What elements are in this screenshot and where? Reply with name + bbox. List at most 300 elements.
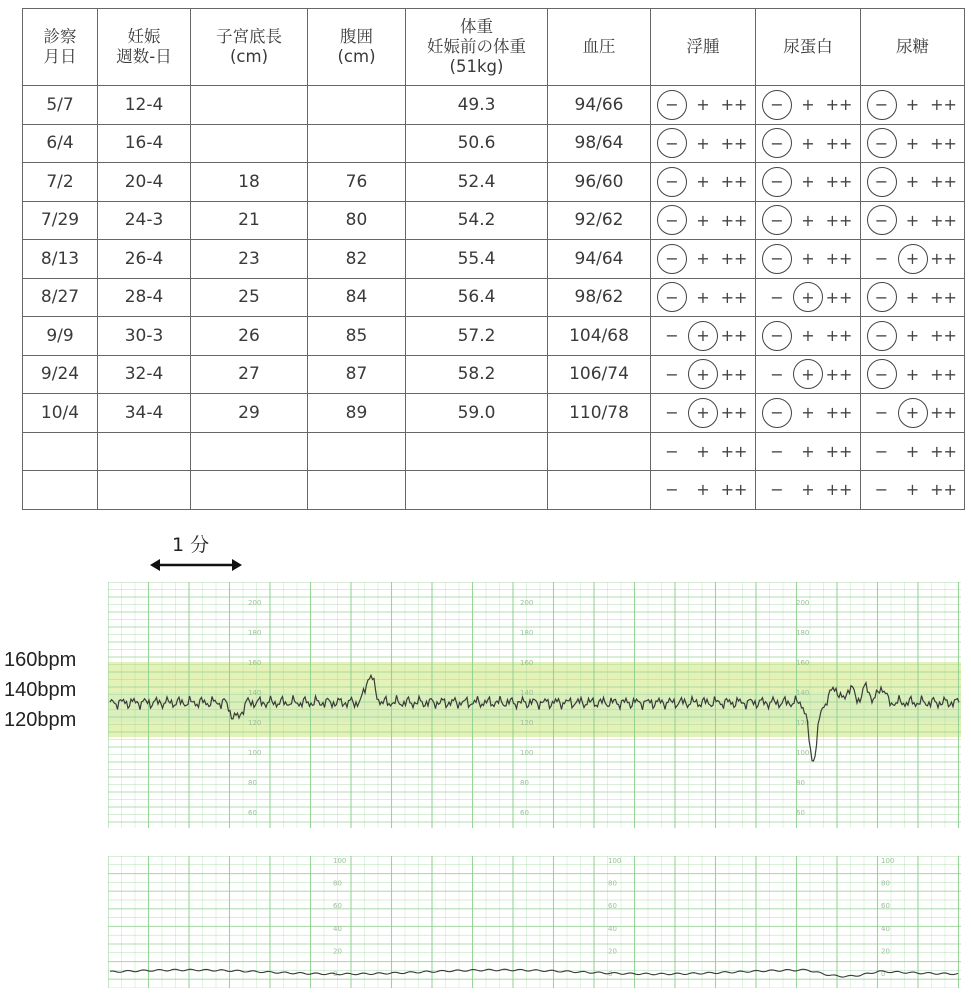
cell-protein: [756, 432, 861, 471]
cell-abdomen: 76: [308, 163, 406, 202]
circled-symbol: −: [657, 282, 687, 312]
circled-symbol: +: [793, 359, 823, 389]
rating-symbol: +: [905, 364, 920, 384]
table-row: [23, 240, 965, 279]
cell-bp: 94/64: [548, 240, 651, 279]
rating-symbol: +: [801, 133, 815, 153]
cell-date: [23, 471, 98, 510]
column-header: [308, 9, 406, 86]
axis-tick-label: 140: [796, 689, 810, 697]
cell-bp: 106/74: [548, 355, 651, 394]
column-header-line: (cm): [229, 47, 269, 66]
rating-symbol: +: [801, 326, 815, 346]
circled-symbol: −: [657, 167, 687, 197]
table-header-row: [23, 9, 965, 86]
rating-symbol: −: [665, 403, 679, 423]
circled-symbol: −: [762, 90, 792, 120]
rating-symbol: +: [696, 210, 710, 230]
column-header-line: 体重: [460, 17, 493, 36]
column-header-line: 浮腫: [686, 37, 720, 56]
sugar-rating: [867, 359, 959, 389]
axis-tick-label: 60: [333, 902, 342, 911]
cell-bp: 110/78: [548, 394, 651, 433]
rating-symbol: +: [801, 441, 815, 461]
rating-symbol: ++: [720, 133, 748, 153]
protein-rating: [762, 398, 854, 428]
cell-abdomen: 80: [308, 201, 406, 240]
cell-bp: 92/62: [548, 201, 651, 240]
axis-tick-label: 100: [796, 749, 810, 757]
column-header-line: 尿糖: [896, 37, 929, 56]
rating-symbol: ++: [930, 133, 957, 153]
cell-week: 28-4: [98, 278, 191, 317]
cell-fundus: 25: [191, 278, 308, 317]
axis-tick-label: 100: [248, 749, 262, 757]
axis-tick-label: 160: [248, 659, 262, 667]
column-header-line: 妊娠前の体重: [427, 37, 526, 56]
edema-rating: [657, 244, 749, 274]
protein-rating: [762, 436, 854, 466]
cell-weight: 58.2: [406, 355, 548, 394]
rating-symbol: ++: [720, 441, 748, 461]
rating-symbol: +: [905, 326, 920, 346]
sugar-rating: [867, 321, 959, 351]
sugar-rating: [867, 436, 959, 466]
circled-symbol: +: [793, 282, 823, 312]
axis-tick-label: 80: [248, 779, 257, 787]
cell-fundus: [191, 124, 308, 163]
cell-date: 10/4: [23, 394, 98, 433]
rating-symbol: −: [874, 403, 889, 423]
circled-symbol: −: [867, 321, 897, 351]
sugar-rating: [867, 244, 959, 274]
rating-symbol: −: [874, 249, 889, 269]
cell-abdomen: 87: [308, 355, 406, 394]
axis-tick-label: 20: [881, 947, 890, 956]
bpm-label-160: 160bpm: [4, 649, 77, 671]
axis-tick-label: 100: [608, 857, 622, 865]
circled-symbol: −: [867, 359, 897, 389]
rating-symbol: ++: [930, 95, 957, 115]
cell-bp: 104/68: [548, 317, 651, 356]
rating-symbol: ++: [930, 364, 957, 384]
rating-symbol: +: [696, 480, 710, 500]
rating-symbol: −: [874, 480, 889, 500]
uterine-contraction-chart: [108, 856, 961, 988]
rating-symbol: +: [801, 249, 815, 269]
rating-symbol: ++: [825, 210, 853, 230]
cell-edema: [651, 201, 756, 240]
table-row: [23, 394, 965, 433]
rating-symbol: ++: [720, 210, 748, 230]
axis-tick-label: 80: [608, 879, 617, 888]
cell-week: 34-4: [98, 394, 191, 433]
cell-date: [23, 432, 98, 471]
cell-abdomen: [308, 86, 406, 125]
rating-symbol: ++: [825, 95, 853, 115]
edema-rating: [657, 398, 749, 428]
axis-tick-label: 40: [608, 924, 617, 933]
cell-date: 8/13: [23, 240, 98, 279]
cell-abdomen: 89: [308, 394, 406, 433]
cell-edema: [651, 278, 756, 317]
column-header: [548, 9, 651, 86]
rating-symbol: −: [874, 441, 889, 461]
column-header: [98, 9, 191, 86]
axis-tick-label: 60: [881, 902, 890, 911]
cell-abdomen: [308, 432, 406, 471]
bpm-label-140: 140bpm: [4, 679, 77, 701]
cell-protein: [756, 86, 861, 125]
protein-rating: [762, 282, 854, 312]
axis-tick-label: 200: [796, 599, 810, 607]
cell-weight: 52.4: [406, 163, 548, 202]
cell-fundus: [191, 432, 308, 471]
cell-bp: [548, 432, 651, 471]
bpm-label-120: 120bpm: [4, 709, 77, 731]
axis-tick-label: 100: [333, 857, 347, 865]
column-header: [23, 9, 98, 86]
cell-fundus: 18: [191, 163, 308, 202]
circled-symbol: −: [867, 282, 897, 312]
circled-symbol: −: [657, 205, 687, 235]
rating-symbol: −: [665, 364, 679, 384]
cell-bp: 96/60: [548, 163, 651, 202]
rating-symbol: ++: [825, 326, 853, 346]
cell-sugar: [861, 86, 965, 125]
protein-rating: [762, 167, 854, 197]
axis-tick-label: 200: [520, 599, 534, 607]
column-header: [406, 9, 548, 86]
cell-fundus: 23: [191, 240, 308, 279]
cell-bp: 98/62: [548, 278, 651, 317]
cell-sugar: [861, 240, 965, 279]
cell-week: 30-3: [98, 317, 191, 356]
cell-abdomen: 84: [308, 278, 406, 317]
circled-symbol: +: [688, 359, 718, 389]
rating-symbol: ++: [930, 326, 957, 346]
cell-weight: 54.2: [406, 201, 548, 240]
axis-tick-label: 40: [881, 924, 890, 933]
cell-weight: 49.3: [406, 86, 548, 125]
rating-symbol: +: [696, 441, 710, 461]
rating-symbol: +: [905, 210, 920, 230]
edema-rating: [657, 167, 749, 197]
table-row: [23, 355, 965, 394]
axis-tick-label: 60: [796, 809, 805, 817]
cell-edema: [651, 355, 756, 394]
protein-rating: [762, 128, 854, 158]
rating-symbol: ++: [930, 172, 957, 192]
cell-sugar: [861, 317, 965, 356]
cell-abdomen: 85: [308, 317, 406, 356]
circled-symbol: −: [657, 90, 687, 120]
column-header: [861, 9, 965, 86]
cell-date: 9/9: [23, 317, 98, 356]
rating-symbol: ++: [720, 172, 748, 192]
edema-rating: [657, 205, 749, 235]
cell-protein: [756, 355, 861, 394]
rating-symbol: +: [905, 172, 920, 192]
sugar-rating: [867, 282, 959, 312]
rating-symbol: −: [770, 441, 784, 461]
cell-bp: [548, 471, 651, 510]
table-row: [23, 201, 965, 240]
axis-tick-label: 120: [248, 719, 262, 727]
rating-symbol: +: [696, 133, 710, 153]
rating-symbol: ++: [825, 133, 853, 153]
column-header-line: 腹囲: [340, 27, 373, 46]
axis-tick-label: 140: [248, 689, 262, 697]
cell-weight: 56.4: [406, 278, 548, 317]
cell-sugar: [861, 432, 965, 471]
axis-tick-label: 160: [520, 659, 534, 667]
cell-week: 26-4: [98, 240, 191, 279]
column-header: [651, 9, 756, 86]
rating-symbol: −: [770, 287, 784, 307]
circled-symbol: −: [762, 128, 792, 158]
rating-symbol: +: [905, 95, 920, 115]
axis-tick-label: 120: [796, 719, 810, 727]
rating-symbol: +: [801, 172, 815, 192]
rating-symbol: ++: [720, 364, 748, 384]
rating-symbol: ++: [825, 249, 853, 269]
rating-symbol: ++: [720, 249, 748, 269]
rating-symbol: +: [696, 249, 710, 269]
rating-symbol: −: [770, 480, 784, 500]
circled-symbol: −: [657, 244, 687, 274]
column-header-line: 子宮底長: [216, 27, 282, 46]
rating-symbol: ++: [930, 210, 957, 230]
sugar-rating: [867, 398, 959, 428]
column-header: [756, 9, 861, 86]
axis-tick-label: 0: [608, 970, 613, 978]
axis-tick-label: 200: [248, 599, 262, 607]
rating-symbol: +: [801, 210, 815, 230]
cell-week: 32-4: [98, 355, 191, 394]
cell-week: 20-4: [98, 163, 191, 202]
cell-date: 7/2: [23, 163, 98, 202]
circled-symbol: −: [867, 90, 897, 120]
rating-symbol: +: [905, 133, 920, 153]
table-row: [23, 471, 965, 510]
column-header-line: (51kg): [449, 57, 504, 76]
axis-tick-label: 0: [881, 970, 886, 978]
column-header-line: 診察: [43, 27, 77, 46]
circled-symbol: −: [762, 244, 792, 274]
sugar-rating: [867, 128, 959, 158]
cell-fundus: 21: [191, 201, 308, 240]
cell-abdomen: [308, 124, 406, 163]
cell-fundus: [191, 471, 308, 510]
cell-sugar: [861, 471, 965, 510]
cell-weight: 59.0: [406, 394, 548, 433]
cell-fundus: 27: [191, 355, 308, 394]
circled-symbol: −: [867, 128, 897, 158]
cell-edema: [651, 432, 756, 471]
table-row: [23, 317, 965, 356]
protein-rating: [762, 244, 854, 274]
circled-symbol: +: [898, 244, 928, 274]
protein-rating: [762, 321, 854, 351]
axis-tick-label: 80: [796, 779, 805, 787]
cell-protein: [756, 394, 861, 433]
rating-symbol: ++: [930, 249, 957, 269]
cell-sugar: [861, 124, 965, 163]
cell-edema: [651, 240, 756, 279]
rating-symbol: +: [696, 287, 710, 307]
axis-tick-label: 180: [520, 629, 534, 637]
cell-fundus: [191, 86, 308, 125]
rating-symbol: ++: [825, 441, 853, 461]
axis-tick-label: 40: [333, 924, 342, 933]
circled-symbol: −: [762, 205, 792, 235]
cell-date: 5/7: [23, 86, 98, 125]
cell-protein: [756, 278, 861, 317]
rating-symbol: ++: [720, 326, 748, 346]
axis-tick-label: 80: [881, 879, 890, 888]
cell-weight: 57.2: [406, 317, 548, 356]
cell-date: 9/24: [23, 355, 98, 394]
axis-tick-label: 80: [520, 779, 529, 787]
cell-edema: [651, 471, 756, 510]
sugar-rating: [867, 475, 959, 505]
cell-fundus: 29: [191, 394, 308, 433]
rating-symbol: ++: [825, 403, 853, 423]
circled-symbol: −: [867, 167, 897, 197]
cell-edema: [651, 317, 756, 356]
prenatal-record-table: [22, 8, 965, 510]
rating-symbol: −: [665, 326, 679, 346]
table-row: [23, 432, 965, 471]
cell-date: 6/4: [23, 124, 98, 163]
cell-date: 8/27: [23, 278, 98, 317]
protein-rating: [762, 205, 854, 235]
cell-weight: 55.4: [406, 240, 548, 279]
rating-symbol: −: [770, 364, 784, 384]
cell-date: 7/29: [23, 201, 98, 240]
rating-symbol: ++: [720, 403, 748, 423]
rating-symbol: ++: [825, 172, 853, 192]
edema-rating: [657, 359, 749, 389]
column-header-line: 妊娠: [127, 27, 161, 46]
circled-symbol: +: [688, 398, 718, 428]
axis-tick-label: 100: [520, 749, 534, 757]
cell-bp: 98/64: [548, 124, 651, 163]
cell-edema: [651, 163, 756, 202]
column-header-line: 血圧: [582, 37, 616, 56]
cell-protein: [756, 124, 861, 163]
cell-weight: [406, 471, 548, 510]
rating-symbol: ++: [720, 287, 748, 307]
fetal-heart-rate-chart: [108, 582, 961, 828]
edema-rating: [657, 436, 749, 466]
cell-sugar: [861, 201, 965, 240]
axis-tick-label: 60: [608, 902, 617, 911]
rating-symbol: −: [665, 441, 679, 461]
rating-symbol: ++: [720, 95, 748, 115]
rating-symbol: ++: [930, 480, 957, 500]
cell-sugar: [861, 394, 965, 433]
axis-tick-label: 180: [796, 629, 810, 637]
cell-week: 24-3: [98, 201, 191, 240]
column-header: [191, 9, 308, 86]
axis-tick-label: 180: [248, 629, 262, 637]
cell-week: [98, 471, 191, 510]
circled-symbol: +: [688, 321, 718, 351]
cell-protein: [756, 471, 861, 510]
rating-symbol: ++: [930, 287, 957, 307]
rating-symbol: ++: [825, 364, 853, 384]
cell-edema: [651, 86, 756, 125]
table-row: [23, 86, 965, 125]
axis-tick-label: 100: [881, 857, 895, 865]
edema-rating: [657, 128, 749, 158]
cell-fundus: 26: [191, 317, 308, 356]
cell-weight: 50.6: [406, 124, 548, 163]
protein-rating: [762, 90, 854, 120]
axis-tick-label: 20: [608, 947, 617, 956]
cell-abdomen: [308, 471, 406, 510]
cell-protein: [756, 240, 861, 279]
cell-weight: [406, 432, 548, 471]
column-header-line: 月日: [43, 47, 77, 66]
rating-symbol: ++: [825, 480, 853, 500]
rating-symbol: +: [696, 95, 710, 115]
cell-edema: [651, 124, 756, 163]
cell-abdomen: 82: [308, 240, 406, 279]
rating-symbol: +: [905, 441, 920, 461]
axis-tick-label: 60: [520, 809, 529, 817]
cell-sugar: [861, 278, 965, 317]
rating-symbol: +: [801, 480, 815, 500]
circled-symbol: −: [762, 167, 792, 197]
rating-symbol: −: [665, 480, 679, 500]
time-scale-arrow: [150, 555, 242, 575]
edema-rating: [657, 90, 749, 120]
cell-edema: [651, 394, 756, 433]
table-row: [23, 278, 965, 317]
protein-rating: [762, 359, 854, 389]
rating-symbol: ++: [720, 480, 748, 500]
axis-tick-label: 0: [333, 970, 338, 978]
axis-tick-label: 60: [248, 809, 257, 817]
rating-symbol: +: [905, 287, 920, 307]
cell-protein: [756, 163, 861, 202]
circled-symbol: −: [867, 205, 897, 235]
circled-symbol: +: [898, 398, 928, 428]
edema-rating: [657, 321, 749, 351]
rating-symbol: ++: [930, 441, 957, 461]
rating-symbol: +: [905, 480, 920, 500]
cell-sugar: [861, 163, 965, 202]
column-header-line: 週数-日: [116, 47, 172, 66]
rating-symbol: +: [696, 172, 710, 192]
axis-tick-label: 20: [333, 947, 342, 956]
column-header-line: (cm): [337, 47, 376, 66]
column-header-line: 尿蛋白: [783, 37, 833, 56]
table-row: [23, 163, 965, 202]
axis-tick-label: 140: [520, 689, 534, 697]
rating-symbol: ++: [825, 287, 853, 307]
axis-tick-label: 80: [333, 879, 342, 888]
rating-symbol: +: [801, 95, 815, 115]
cell-bp: 94/66: [548, 86, 651, 125]
edema-rating: [657, 282, 749, 312]
axis-tick-label: 160: [796, 659, 810, 667]
sugar-rating: [867, 205, 959, 235]
circled-symbol: −: [762, 321, 792, 351]
